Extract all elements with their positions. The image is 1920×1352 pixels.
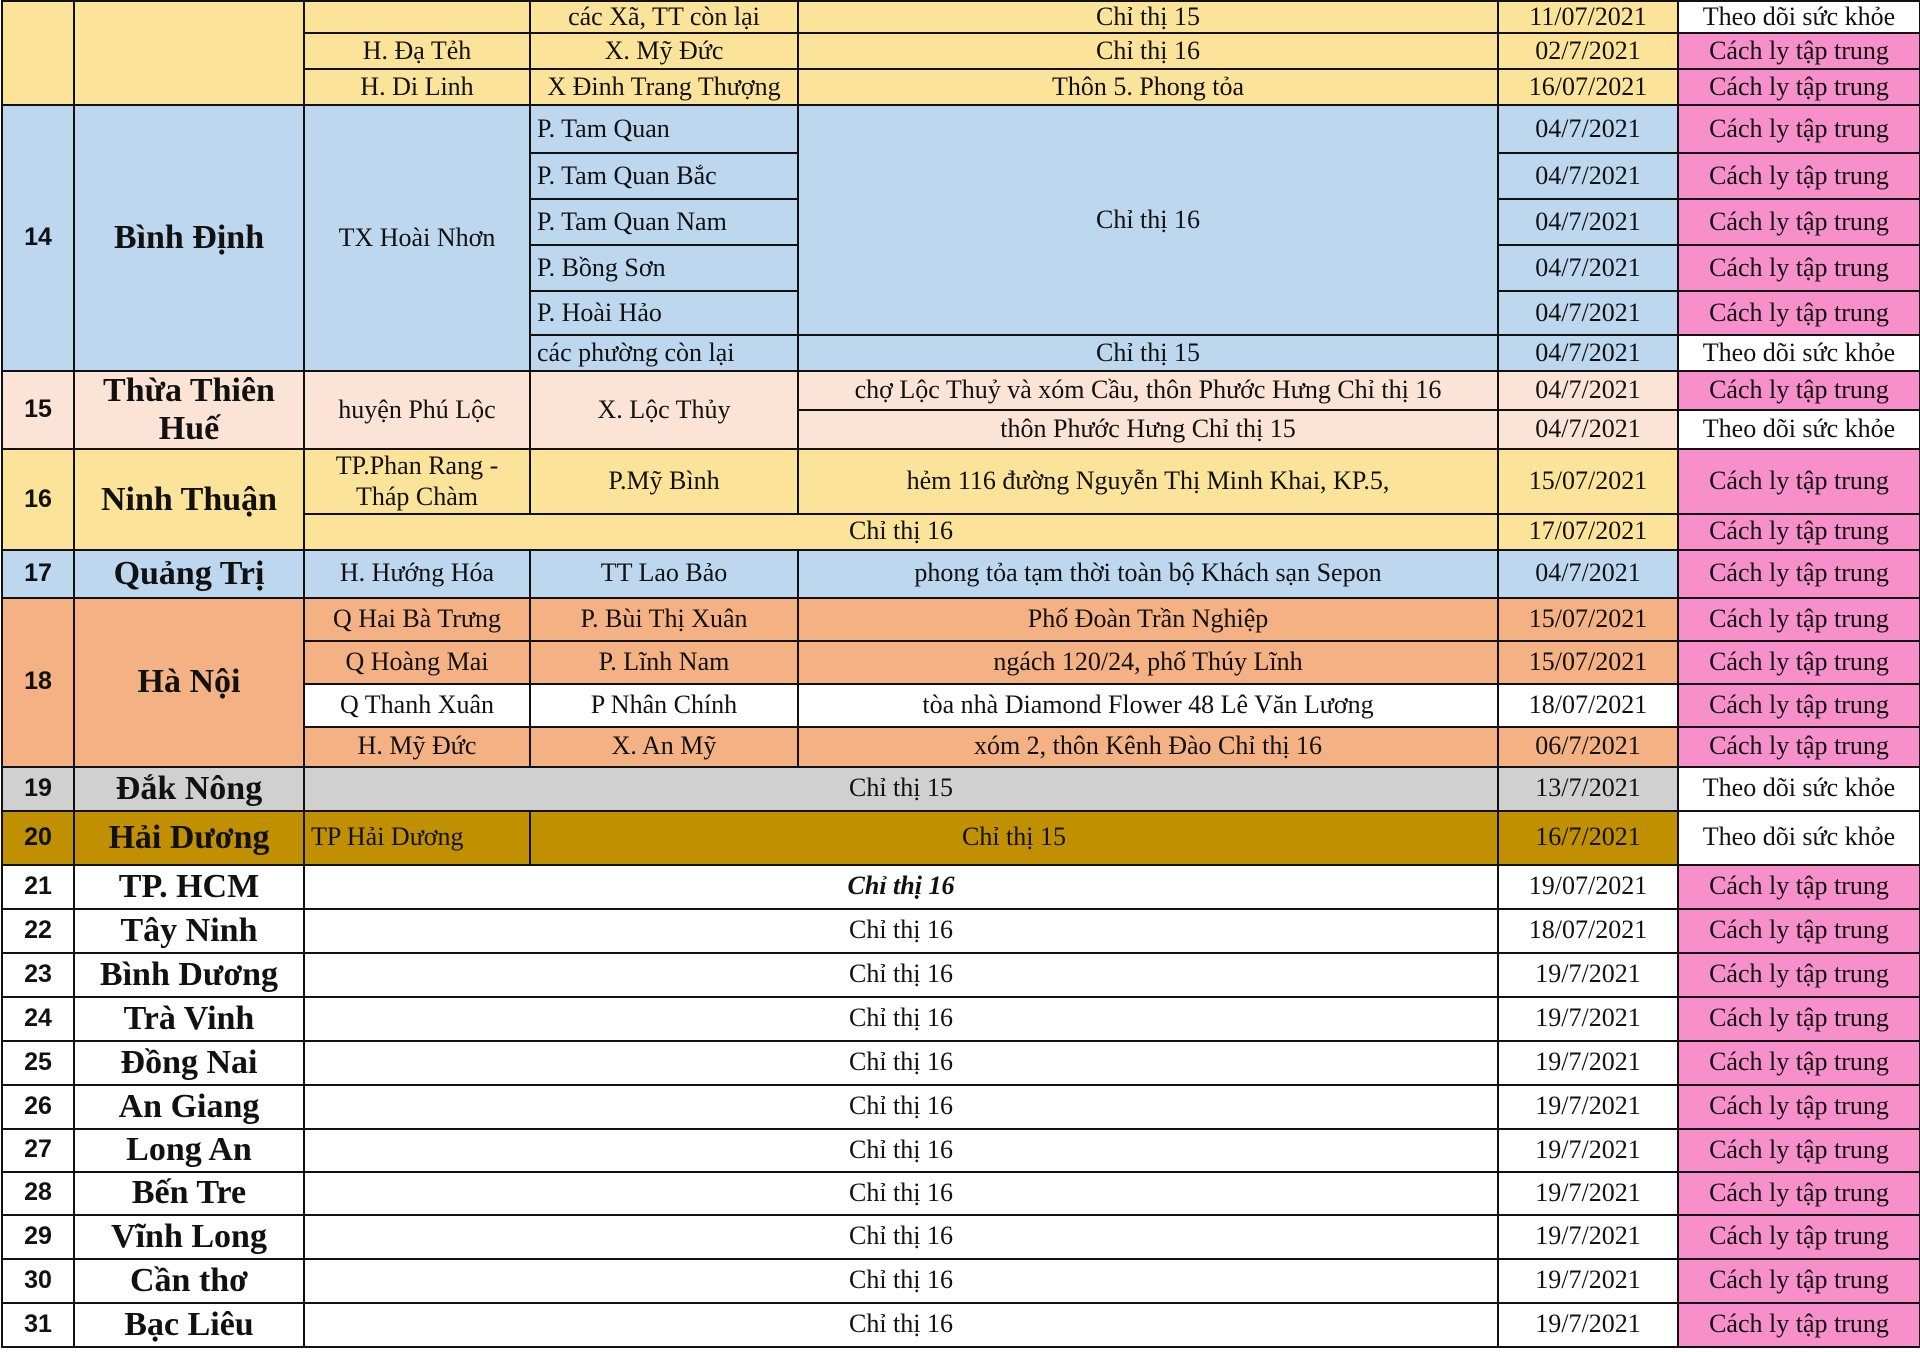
commune-cell: P. Bồng Sơn: [530, 245, 798, 291]
commune-cell: P. Tam Quan Bắc: [530, 153, 798, 199]
province-cell: Bạc Liêu: [74, 1303, 304, 1347]
measure-cell: Chỉ thị 16: [304, 1303, 1498, 1347]
date-cell: 04/7/2021: [1498, 245, 1678, 291]
date-cell: 19/7/2021: [1498, 1041, 1678, 1085]
date-cell: 18/07/2021: [1498, 684, 1678, 727]
district-cell: H. Hướng Hóa: [304, 550, 530, 598]
measure-cell: Chỉ thị 15: [530, 811, 1498, 865]
district-cell: Q Thanh Xuân: [304, 684, 530, 727]
status-cell: Cách ly tập trung: [1678, 449, 1920, 513]
measure-cell: Chỉ thị 16: [798, 33, 1498, 69]
measure-cell: Chỉ thị 16: [304, 953, 1498, 997]
district-cell: H. Đạ Tẻh: [304, 33, 530, 69]
status-cell: Cách ly tập trung: [1678, 1129, 1920, 1172]
measure-cell: Chỉ thị 16: [798, 105, 1498, 335]
status-cell: Cách ly tập trung: [1678, 598, 1920, 641]
stt-cell: 27: [2, 1129, 74, 1172]
stt-cell: 21: [2, 865, 74, 909]
commune-cell: P. Tam Quan: [530, 105, 798, 153]
status-cell: Cách ly tập trung: [1678, 641, 1920, 684]
table-row: [2, 598, 1920, 641]
district-cell: TP Hải Dương: [304, 811, 530, 865]
stt-cell: 26: [2, 1085, 74, 1129]
measure-cell: Chỉ thị 16: [304, 1259, 1498, 1303]
status-cell: Cách ly tập trung: [1678, 514, 1920, 550]
province-cell: Thừa Thiên Huế: [74, 371, 304, 449]
status-cell: Cách ly tập trung: [1678, 1303, 1920, 1347]
province-cell: TP. HCM: [74, 865, 304, 909]
stt-cell: 20: [2, 811, 74, 865]
measure-cell: Chỉ thị 16: [304, 1172, 1498, 1215]
measure-cell: thôn Phước Hưng Chỉ thị 15: [798, 410, 1498, 449]
table-row: [2, 1041, 1920, 1085]
commune-cell: X. Mỹ Đức: [530, 33, 798, 69]
measure-cell: Chỉ thị 16: [304, 865, 1498, 909]
status-cell: Theo dõi sức khỏe: [1678, 811, 1920, 865]
date-cell: 04/7/2021: [1498, 199, 1678, 245]
status-cell: Cách ly tập trung: [1678, 245, 1920, 291]
table-row: [2, 767, 1920, 811]
status-cell: Cách ly tập trung: [1678, 69, 1920, 105]
status-cell: Cách ly tập trung: [1678, 1215, 1920, 1259]
stt-cell: [2, 1, 74, 105]
date-cell: 13/7/2021: [1498, 767, 1678, 811]
date-cell: 15/07/2021: [1498, 598, 1678, 641]
status-cell: Theo dõi sức khỏe: [1678, 1, 1920, 33]
status-cell: Theo dõi sức khỏe: [1678, 410, 1920, 449]
commune-cell: P. Tam Quan Nam: [530, 199, 798, 245]
commune-cell: P. Hoài Hảo: [530, 291, 798, 335]
stt-cell: 14: [2, 105, 74, 371]
province-cell: Đắk Nông: [74, 767, 304, 811]
table-row: [2, 371, 1920, 410]
stt-cell: 22: [2, 909, 74, 953]
table-row: [2, 105, 1920, 153]
measure-cell: tòa nhà Diamond Flower 48 Lê Văn Lương: [798, 684, 1498, 727]
table-row: [2, 953, 1920, 997]
province-cell: Bình Định: [74, 105, 304, 371]
province-cell: [74, 1, 304, 105]
commune-cell: P. Lĩnh Nam: [530, 641, 798, 684]
date-cell: 16/07/2021: [1498, 69, 1678, 105]
table-row: [2, 449, 1920, 513]
date-cell: 19/07/2021: [1498, 865, 1678, 909]
status-cell: Cách ly tập trung: [1678, 953, 1920, 997]
table-row: [2, 1259, 1920, 1303]
measure-cell: xóm 2, thôn Kênh Đào Chỉ thị 16: [798, 727, 1498, 767]
province-cell: Hải Dương: [74, 811, 304, 865]
measure-cell: Chỉ thị 16: [304, 1041, 1498, 1085]
commune-cell: X. Lộc Thủy: [530, 371, 798, 449]
date-cell: 18/07/2021: [1498, 909, 1678, 953]
table-row: [2, 811, 1920, 865]
date-cell: 11/07/2021: [1498, 1, 1678, 33]
district-cell: Q Hoàng Mai: [304, 641, 530, 684]
status-cell: Cách ly tập trung: [1678, 1041, 1920, 1085]
district-cell: [304, 1, 530, 33]
date-cell: 04/7/2021: [1498, 291, 1678, 335]
district-cell: H. Mỹ Đức: [304, 727, 530, 767]
district-cell: huyện Phú Lộc: [304, 371, 530, 449]
table-row: [2, 550, 1920, 598]
date-cell: 19/7/2021: [1498, 1085, 1678, 1129]
stt-cell: 31: [2, 1303, 74, 1347]
status-cell: Cách ly tập trung: [1678, 1085, 1920, 1129]
district-cell: Q Hai Bà Trưng: [304, 598, 530, 641]
status-cell: Cách ly tập trung: [1678, 199, 1920, 245]
date-cell: 15/07/2021: [1498, 449, 1678, 513]
measure-cell: Chỉ thị 15: [798, 335, 1498, 371]
covid-measures-table: [1, 0, 1920, 1348]
commune-cell: P Nhân Chính: [530, 684, 798, 727]
stt-cell: 30: [2, 1259, 74, 1303]
stt-cell: 17: [2, 550, 74, 598]
date-cell: 16/7/2021: [1498, 811, 1678, 865]
commune-cell: P. Bùi Thị Xuân: [530, 598, 798, 641]
measure-cell: Phố Đoàn Trần Nghiệp: [798, 598, 1498, 641]
date-cell: 19/7/2021: [1498, 1172, 1678, 1215]
province-cell: Bến Tre: [74, 1172, 304, 1215]
stt-cell: 16: [2, 449, 74, 549]
measure-cell: Chỉ thị 16: [304, 1129, 1498, 1172]
district-cell: H. Di Linh: [304, 69, 530, 105]
measure-cell: Chỉ thị 15: [304, 767, 1498, 811]
status-cell: Cách ly tập trung: [1678, 997, 1920, 1041]
status-cell: Cách ly tập trung: [1678, 550, 1920, 598]
province-cell: Tây Ninh: [74, 909, 304, 953]
status-cell: Cách ly tập trung: [1678, 1259, 1920, 1303]
date-cell: 04/7/2021: [1498, 371, 1678, 410]
status-cell: Cách ly tập trung: [1678, 33, 1920, 69]
measure-cell: ngách 120/24, phố Thúy Lĩnh: [798, 641, 1498, 684]
province-cell: Trà Vinh: [74, 997, 304, 1041]
date-cell: 15/07/2021: [1498, 641, 1678, 684]
table-row: [2, 909, 1920, 953]
district-cell: TP.Phan Rang - Tháp Chàm: [304, 449, 530, 513]
date-cell: 19/7/2021: [1498, 1129, 1678, 1172]
stt-cell: 19: [2, 767, 74, 811]
measure-cell: Chỉ thị 16: [304, 1215, 1498, 1259]
status-cell: Cách ly tập trung: [1678, 291, 1920, 335]
table-row: [2, 1172, 1920, 1215]
date-cell: 19/7/2021: [1498, 953, 1678, 997]
table-row: [2, 865, 1920, 909]
date-cell: 19/7/2021: [1498, 997, 1678, 1041]
date-cell: 06/7/2021: [1498, 727, 1678, 767]
stt-cell: 25: [2, 1041, 74, 1085]
date-cell: 04/7/2021: [1498, 410, 1678, 449]
province-cell: Long An: [74, 1129, 304, 1172]
date-cell: 17/07/2021: [1498, 514, 1678, 550]
table-row: [2, 1, 1920, 33]
status-cell: Cách ly tập trung: [1678, 865, 1920, 909]
status-cell: Cách ly tập trung: [1678, 1172, 1920, 1215]
status-cell: Theo dõi sức khỏe: [1678, 767, 1920, 811]
measure-cell: phong tỏa tạm thời toàn bộ Khách sạn Sepon: [798, 550, 1498, 598]
province-cell: Ninh Thuận: [74, 449, 304, 549]
commune-cell: X. An Mỹ: [530, 727, 798, 767]
district-cell: TX Hoài Nhơn: [304, 105, 530, 371]
date-cell: 02/7/2021: [1498, 33, 1678, 69]
province-cell: An Giang: [74, 1085, 304, 1129]
measure-cell: hẻm 116 đường Nguyễn Thị Minh Khai, KP.5,: [798, 449, 1498, 513]
date-cell: 19/7/2021: [1498, 1259, 1678, 1303]
stt-cell: 18: [2, 598, 74, 767]
status-cell: Cách ly tập trung: [1678, 153, 1920, 199]
date-cell: 04/7/2021: [1498, 153, 1678, 199]
status-cell: Cách ly tập trung: [1678, 727, 1920, 767]
commune-cell: các phường còn lại: [530, 335, 798, 371]
province-cell: Quảng Trị: [74, 550, 304, 598]
commune-cell: X Đinh Trang Thượng: [530, 69, 798, 105]
date-cell: 04/7/2021: [1498, 105, 1678, 153]
commune-cell: TT Lao Bảo: [530, 550, 798, 598]
stt-cell: 28: [2, 1172, 74, 1215]
date-cell: 19/7/2021: [1498, 1215, 1678, 1259]
province-cell: Đồng Nai: [74, 1041, 304, 1085]
status-cell: Cách ly tập trung: [1678, 684, 1920, 727]
province-cell: Cần thơ: [74, 1259, 304, 1303]
measure-cell: Chỉ thị 15: [798, 1, 1498, 33]
date-cell: 19/7/2021: [1498, 1303, 1678, 1347]
table-row: [2, 1129, 1920, 1172]
status-cell: Cách ly tập trung: [1678, 105, 1920, 153]
commune-cell: các Xã, TT còn lại: [530, 1, 798, 33]
stt-cell: 15: [2, 371, 74, 449]
stt-cell: 24: [2, 997, 74, 1041]
table-row: [2, 1085, 1920, 1129]
stt-cell: 23: [2, 953, 74, 997]
status-cell: Cách ly tập trung: [1678, 909, 1920, 953]
measure-cell: Chỉ thị 16: [304, 1085, 1498, 1129]
stt-cell: 29: [2, 1215, 74, 1259]
table-row: [2, 997, 1920, 1041]
commune-cell: P.Mỹ Bình: [530, 449, 798, 513]
measure-cell: Chỉ thị 16: [304, 909, 1498, 953]
status-cell: Cách ly tập trung: [1678, 371, 1920, 410]
measure-cell: Chỉ thị 16: [304, 514, 1498, 550]
province-cell: Hà Nội: [74, 598, 304, 767]
measure-cell: Thôn 5. Phong tỏa: [798, 69, 1498, 105]
province-cell: Vĩnh Long: [74, 1215, 304, 1259]
date-cell: 04/7/2021: [1498, 550, 1678, 598]
province-cell: Bình Dương: [74, 953, 304, 997]
table-row: [2, 1215, 1920, 1259]
status-cell: Theo dõi sức khỏe: [1678, 335, 1920, 371]
table-row: [2, 1303, 1920, 1347]
measure-cell: Chỉ thị 16: [304, 997, 1498, 1041]
date-cell: 04/7/2021: [1498, 335, 1678, 371]
measure-cell: chợ Lộc Thuỷ và xóm Cầu, thôn Phước Hưng Chỉ thị 16: [798, 371, 1498, 410]
